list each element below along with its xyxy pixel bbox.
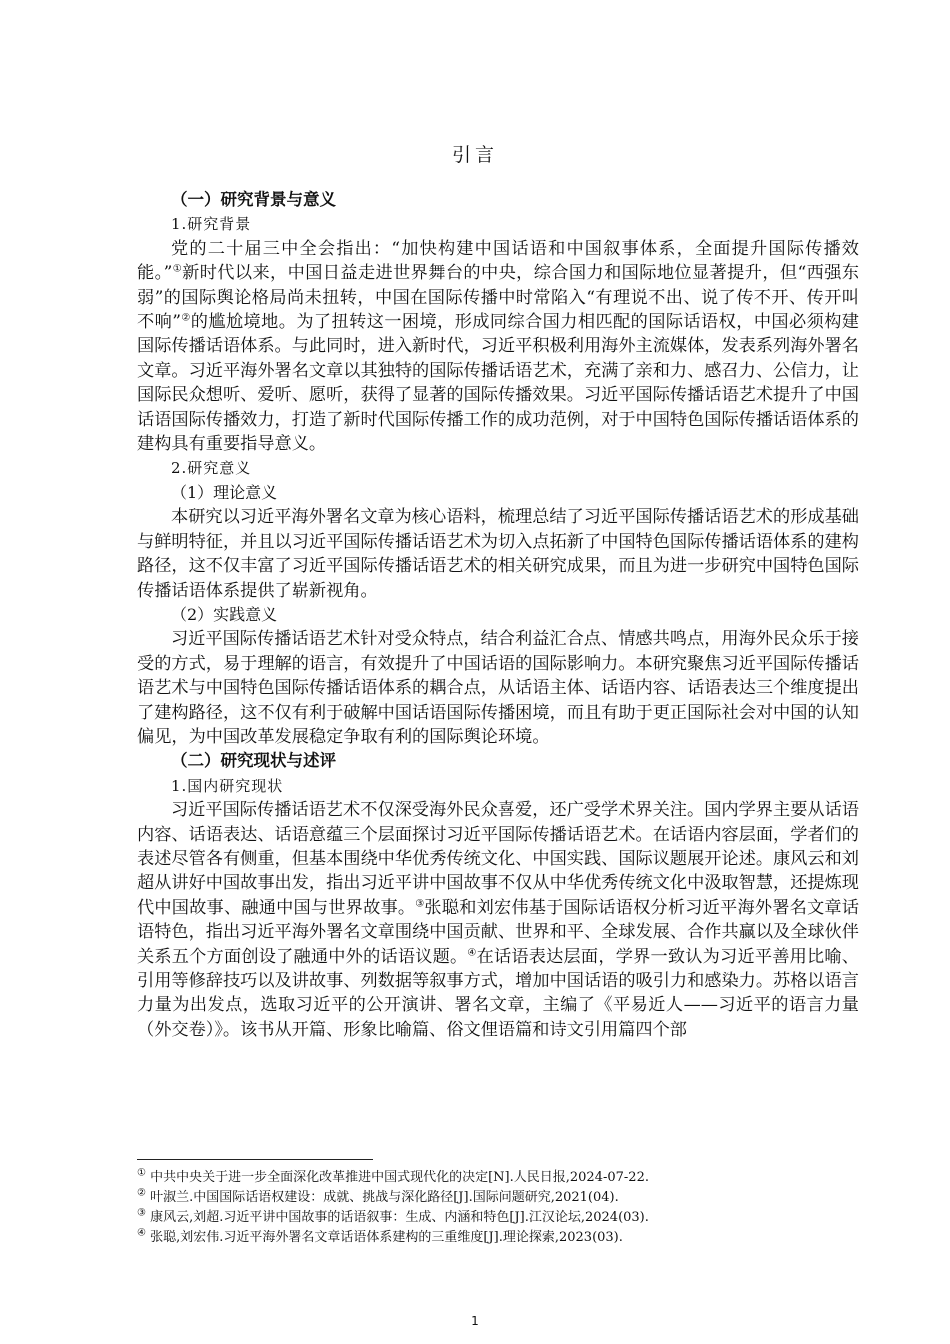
text-run: 在话语表达层面，学界一致认为习近平善用比喻、引用等修辞技巧以及讲故事、列数据等叙事方式，增加中国话语的吸引力和感染力。苏格以语言力量为出发点，选取习近平的公开演讲、署名文章，主编了《平易近人——习近平的语言力量（外交卷）》。该书从开篇、形象比喻篇、俗文俚语篇和诗文引用篇四个部 <box>137 946 859 1040</box>
footnote-text: 中共中央关于进一步全面深化改革推进中国式现代化的决定[N].人民日报,2024-07-22. <box>145 1170 649 1185</box>
footnote-4 <box>137 1228 859 1248</box>
paragraph-theory: 本研究以习近平海外署名文章为核心语料，梳理总结了习近平国际传播话语艺术的形成基础与鲜明特征，并且以习近平国际传播话语艺术为切入点拓新了中国特色国际传播话语体系的建构路径，这不仅丰富了习近平国际传播话语艺术的相关研究成果，而且为进一步研究中国特色国际传播话语体系提供了崭新视角。 <box>137 507 859 601</box>
footnote-mark: ① <box>137 1167 146 1179</box>
footnote-2 <box>137 1188 859 1208</box>
footnote-mark: ③ <box>137 1207 146 1219</box>
footnote-ref-3: ③ <box>415 898 425 910</box>
subheading-significance: 2.研究意义 <box>171 459 252 478</box>
paragraph-background <box>137 237 859 457</box>
page-number: 1 <box>471 1314 479 1328</box>
body-text <box>137 188 859 1042</box>
text-run: 新时代以来，中国日益走进世界舞台的中央，综合国力和国际地位显著提升，但“西强东弱”的国际舆论格局尚未扭转，中国在国际传播中时常陷入“有理说不出、说了传不开、传开叫不响” <box>137 263 860 333</box>
subheading-practice: （2）实践意义 <box>171 604 278 624</box>
section-heading-2: （二）研究现状与述评 <box>171 751 336 771</box>
paragraph-domestic <box>137 798 859 1042</box>
subheading-domestic: 1.国内研究现状 <box>171 776 284 795</box>
footnote-1 <box>137 1168 859 1188</box>
text-run: 的尴尬境地。为了扭转这一困境，形成同综合国力相匹配的国际话语权，中国必须构建国际传播话语体系。与此同时，进入新时代，习近平积极利用海外主流媒体，发表系列海外署名文章。习近平海外署名文章以其独特的国际传播话语艺术，充满了亲和力、感召力、公信力，让国际民众想听、爱听、愿听，获得了显著的国际传播效果。习近平国际传播话语艺术提升了中国话语国际传播效力，打造了新时代国际传播工作的成功范例，对于中国特色国际传播话语体系的建构具有重要指导意义。 <box>137 312 859 455</box>
subheading-theory: （1）理论意义 <box>171 482 278 502</box>
footnote-ref-1: ① <box>172 263 183 275</box>
footnote-mark: ④ <box>137 1227 146 1239</box>
footnote-3 <box>137 1208 859 1228</box>
footnote-text: 康风云,刘超.习近平讲中国故事的话语叙事：生成、内涵和特色[J].江汉论坛,2024(03). <box>145 1210 649 1225</box>
text-run: 习近平国际传播话语艺术不仅深受海外民众喜爱，还广受学术界关注。国内学界主要从话语内容、话语表达、话语意蕴三个层面探讨习近平国际传播话语艺术。在话语内容层面，学者们的表述尽管各有侧重，但基本围绕中华优秀传统文化、中国实践、国际议题展开论述。康风云和刘超从讲好中国故事出发，指出习近平讲中国故事不仅从中华优秀传统文化中汲取智慧，还提炼现代中国故事、融通中国与世界故事。 <box>137 800 859 918</box>
text-run: 张聪和刘宏伟基于国际话语权分析习近平海外署名文章话语特色，指出习近平海外署名文章围绕中国贡献、世界和平、全球发展、合作共赢以及全球伙伴关系五个方面创设了融通中外的话语议题。 <box>137 897 859 967</box>
footnote-mark: ② <box>137 1187 146 1199</box>
subheading-background: 1.研究背景 <box>171 215 252 234</box>
footnote-text: 叶淑兰.中国国际话语权建设：成就、挑战与深化路径[J].国际问题研究,2021(04). <box>145 1190 619 1205</box>
footnote-ref-2: ② <box>180 312 191 324</box>
footnote-divider <box>137 1159 373 1160</box>
text-run: 党的二十届三中全会指出：“加快构建中国话语和中国叙事体系，全面提升国际传播效能。” <box>137 238 859 284</box>
footnote-text: 张聪,刘宏伟.习近平海外署名文章话语体系建构的三重维度[J].理论探索,2023(03). <box>145 1230 623 1245</box>
footnote-ref-4: ④ <box>467 946 477 958</box>
section-heading-1: （一）研究背景与意义 <box>171 190 336 209</box>
paragraph-practice: 习近平国际传播话语艺术针对受众特点，结合利益汇合点、情感共鸣点，用海外民众乐于接受的方式，易于理解的语言，有效提升了中国话语的国际影响力。本研究聚焦习近平国际传播话语艺术与中国特色国际传播话语体系的耦合点，从话语主体、话语内容、话语表达三个维度提出了建构路径，这不仅有利于破解中国话语国际传播困境，而且有助于更正国际社会对中国的认知偏见，为中国改革发展稳定争取有利的国际舆论环境。 <box>137 629 859 747</box>
footnotes <box>137 1168 859 1248</box>
page-title: 引言 <box>451 144 498 166</box>
